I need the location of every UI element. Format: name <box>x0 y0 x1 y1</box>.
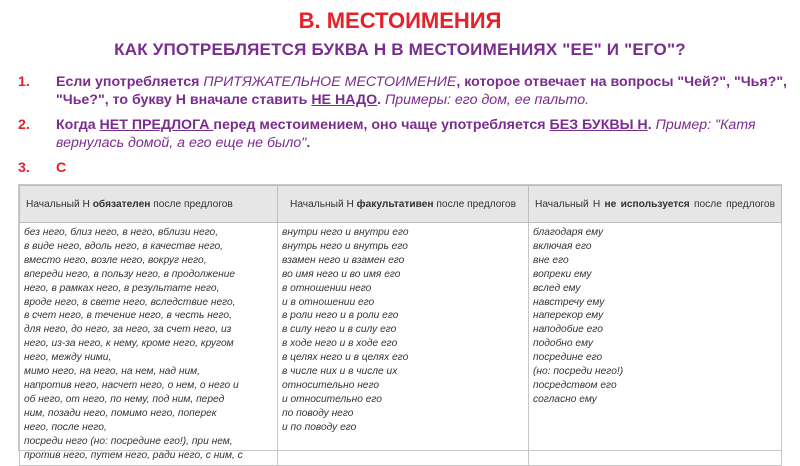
cell-line: вопреки ему <box>533 268 592 280</box>
cell-line: внутри него и внутри его <box>282 227 409 238</box>
rule-emphasis: БЕЗ БУКВЫ Н <box>549 117 648 133</box>
cell-line: него, в рамках него, в результате него, <box>24 282 220 294</box>
cell-line: для него, до него, за него, за счет него, из <box>24 324 232 336</box>
rule-emphasis: НЕ НАДО <box>311 91 378 108</box>
cell-line: в числе них и в числе их <box>282 366 398 378</box>
cell-line: в счет него, в течение него, в честь него, <box>24 310 232 322</box>
rule-number: 2. <box>18 117 30 133</box>
rule-text: Если употребляется <box>56 74 204 90</box>
column-optional-prepositions <box>278 223 529 466</box>
cell-line: вне его <box>533 254 569 266</box>
cell-line: включая его <box>533 240 592 252</box>
cell-line: наподобие его <box>533 324 603 336</box>
cell-line: навстречу ему <box>533 296 605 308</box>
cell-line: об него, от него, по нему, под ним, перед <box>24 393 225 405</box>
column-required-prepositions <box>20 223 278 466</box>
cell-line: подобно ему <box>533 338 593 350</box>
table-row <box>20 223 782 466</box>
cell-line: внутрь него и внутрь его <box>282 240 408 252</box>
cell-line: в виде него, вдоль него, в качестве него, <box>24 240 223 252</box>
column-header-not-used: Начальный Н не используется после предлогов <box>529 186 782 223</box>
cell-line: ним, позади него, помимо него, поперек <box>24 407 217 419</box>
cell-line: относительно него <box>282 379 380 391</box>
cell-line: вслед ему <box>533 282 581 294</box>
rule-text: , которое отвечает на вопросы "Чей?", "Чья?", "Чье?", то букву Н вначале ставить <box>56 74 787 108</box>
cell-line: благодаря ему <box>533 227 604 238</box>
cell-line: по поводу него <box>282 407 354 419</box>
cell-line: в отношении него <box>282 282 372 294</box>
cell-line: согласно ему <box>533 393 597 405</box>
rule-3 <box>18 160 788 178</box>
rule-text: перед местоимением, оно чаще употребляется <box>213 117 550 133</box>
column-header-optional: Начальный Н факультативен после предлогов <box>278 186 529 223</box>
cell-line: без него, близ него, в него, вблизи него, <box>24 227 219 238</box>
column-not-used-prepositions <box>529 223 782 466</box>
rule-example: Примеры: его дом, ее пальто. <box>385 91 590 108</box>
preposition-table <box>19 185 782 466</box>
cell-line: (но: посреди него!) <box>533 366 624 378</box>
cell-line: и по поводу его <box>282 421 357 433</box>
cell-line: посреди него (но: посредине его!), при нем, <box>24 435 233 447</box>
page-subtitle: КАК УПОТРЕБЛЯЕТСЯ БУКВА Н В МЕСТОИМЕНИЯХ "ЕЕ" И "ЕГО"? <box>114 40 686 59</box>
cell-line: наперекор ему <box>533 310 604 322</box>
cell-line: и в отношении его <box>282 296 375 308</box>
cell-line: посредине его <box>533 352 603 364</box>
column-header-required: Начальный Н обязателен после предлогов <box>20 186 278 223</box>
cell-line: впереди него, в пользу него, в продолжение <box>24 268 236 280</box>
cell-line: него, между ними, <box>24 352 112 364</box>
rule-term: ПРИТЯЖАТЕЛЬНОЕ МЕСТОИМЕНИЕ <box>203 74 457 90</box>
table-header-row <box>20 186 782 223</box>
rule-text: . <box>377 91 386 108</box>
rule-1 <box>18 74 788 109</box>
cell-line: вроде него, в свете него, вследствие него, <box>24 296 236 308</box>
cell-line: и относительно его <box>282 393 382 405</box>
rule-2 <box>18 117 788 152</box>
cell-line: напротив него, насчет него, о нем, о него и <box>24 379 239 391</box>
rule-example: Пример: "Катя вернулась домой, а его еще не было" <box>56 117 756 151</box>
page-title: В. МЕСТОИМЕНИЯ <box>298 8 502 33</box>
rule-text: Когда <box>56 117 100 133</box>
cell-line: вместо него, возле него, вокруг него, <box>24 254 207 266</box>
rule-emphasis: НЕТ ПРЕДЛОГА <box>99 117 214 133</box>
cell-line: в ходе него и в ходе его <box>282 338 398 350</box>
cell-line: взамен него и взамен его <box>282 254 405 266</box>
cell-line: него, из-за него, к нему, кроме него, кругом <box>24 338 234 350</box>
pronoun-table <box>19 185 781 461</box>
rule-number: 1. <box>18 74 30 90</box>
rule-text: . <box>306 134 311 151</box>
cell-line: против него, путем него, ради него, с ним, с <box>24 449 243 461</box>
cell-line: в силу него и в силу его <box>282 324 397 336</box>
cell-line: в целях него и в целях его <box>282 352 409 364</box>
cell-line: посредством его <box>533 379 617 391</box>
rule-text: . <box>647 117 656 133</box>
cell-line: во имя него и во имя его <box>282 268 401 280</box>
cell-line: мимо него, на него, на нем, над ним, <box>24 366 200 378</box>
rules-list <box>18 74 788 186</box>
rule-number: 3. <box>18 160 30 176</box>
cell-line: него, после него, <box>24 421 107 433</box>
cell-line: в роли него и в роли его <box>282 310 399 322</box>
rule-text: С <box>56 160 67 176</box>
